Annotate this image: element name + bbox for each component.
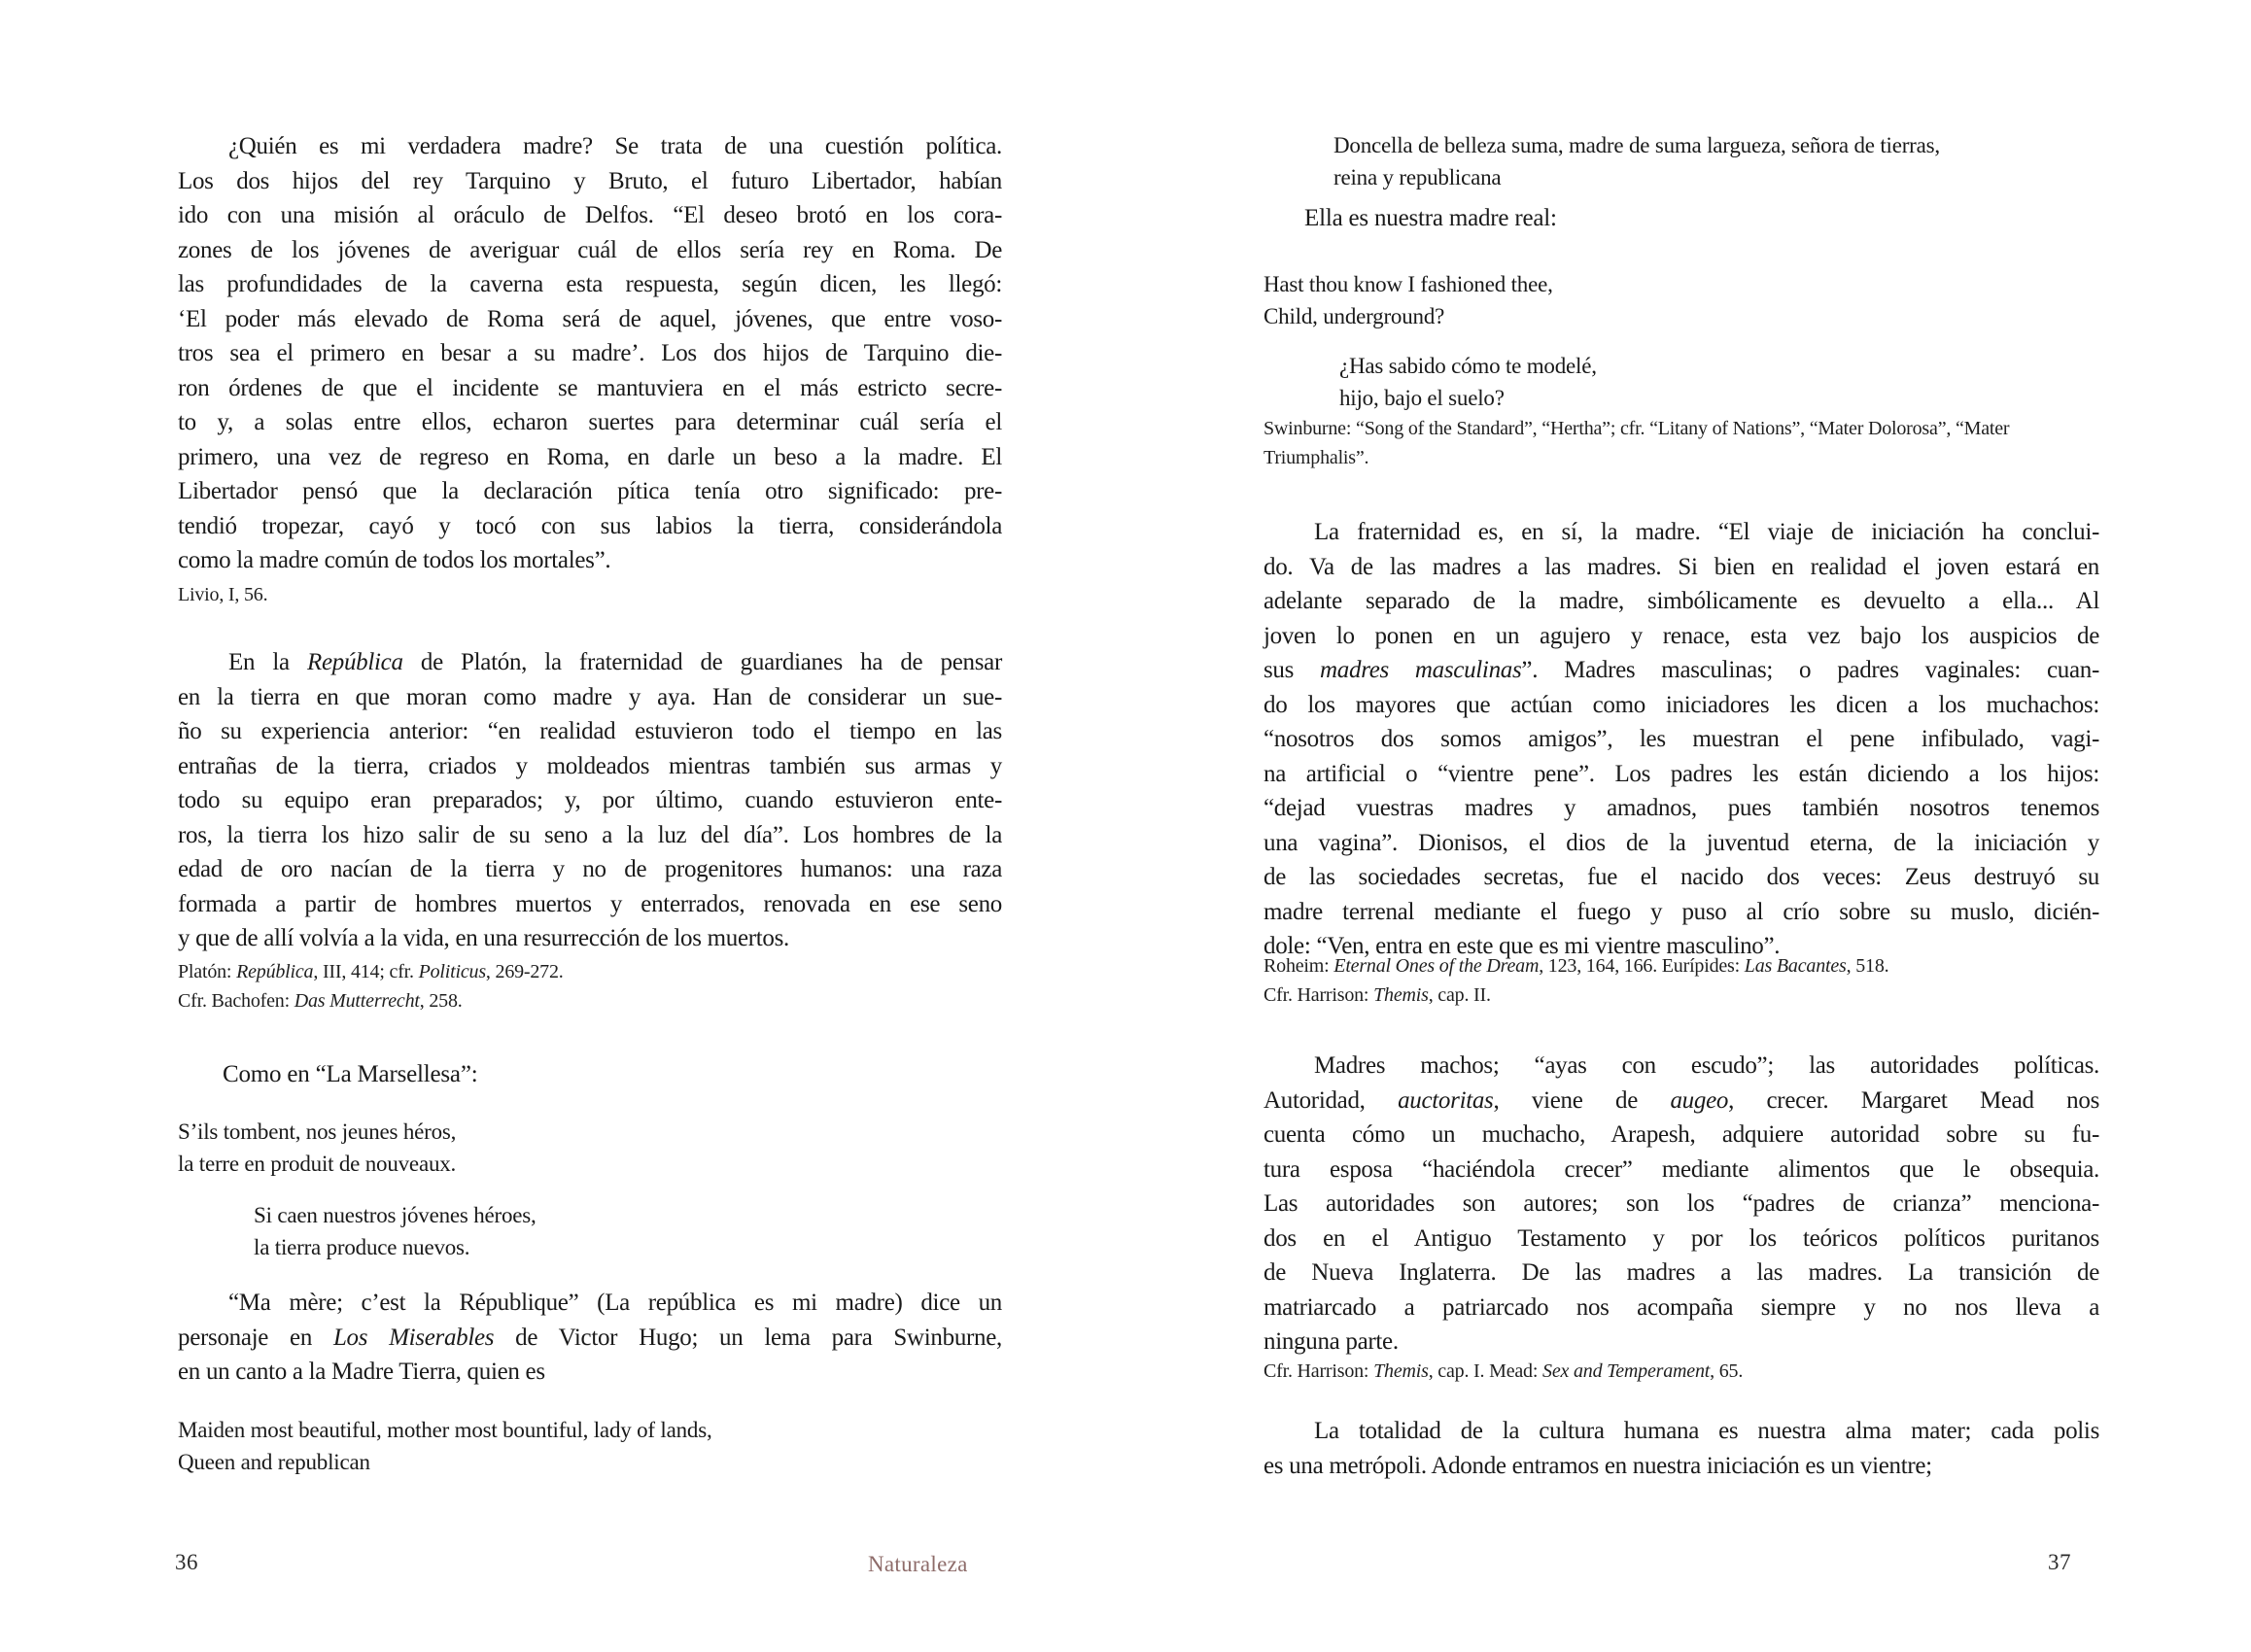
text-line: La fraternidad es, en sí, la madre. “El viaje de iniciación ha conclui- (1314, 519, 2099, 545)
text-line: sus madres masculinas”. Madres masculinas; o padres vaginales: cuan- (1264, 657, 2099, 683)
text-line: adelante separado de la madre, simbólicamente es devuelto a ella... Al (1264, 588, 2099, 614)
paragraph (178, 129, 1002, 578)
paragraph (1264, 1414, 2099, 1483)
text-line: Queen and republican (178, 1450, 370, 1474)
verse-french (178, 1116, 1002, 1180)
text-line: Swinburne: “Song of the Standard”, “Hertha”; cfr. “Litany of Nations”, “Mater Dolorosa”, “Mater (1264, 418, 2010, 439)
text-line: reina y republicana (1333, 165, 1502, 189)
quote-doncella (1264, 129, 2169, 193)
citation (178, 580, 1002, 609)
text-line: Libertador pensó que la declaración pítica tenía otro significado: pre- (178, 478, 1002, 504)
text-line: matriarcado a patriarcado nos acompaña siempre y no nos lleva a (1264, 1293, 2099, 1321)
text-line: Doncella de belleza suma, madre de suma largueza, señora de tierras, (1333, 133, 1940, 157)
text-line: ido con una misión al oráculo de Delfos. “El deseo brotó en los cora- (178, 202, 1002, 228)
text-line: ron órdenes de que el incidente se mantuviera en el más estricto secre- (178, 374, 1002, 401)
text-line: ño su experiencia anterior: “en realidad estuvieron todo el tiempo en las (178, 718, 1002, 744)
text-line: formada a partir de hombres muertos y enterrados, renovada en ese seno (178, 890, 1002, 917)
text-line: personaje en Los Miserables de Victor Hugo; un lema para Swinburne, (178, 1324, 1003, 1351)
text-line: dole: “Ven, entra en este que es mi vientre masculino”. (1264, 933, 1781, 959)
text-line: hijo, bajo el suelo? (1339, 386, 1505, 410)
text-line: Como en “La Marsellesa”: (223, 1061, 478, 1087)
text-line: joven lo ponen en un agujero y renace, esta vez bajo los auspicios de (1264, 622, 2099, 649)
text-line: madre terrenal mediante el fuego y puso al crío sobre su muslo, dicién- (1264, 898, 2099, 925)
text-line: todo su equipo eran preparados; y, por último, cuando estuvieron ente- (178, 787, 1002, 813)
text-line: la tierra produce nuevos. (254, 1235, 470, 1259)
text-line: ¿Has sabido cómo te modelé, (1339, 354, 1597, 378)
text-line: edad de oro nacían de la tierra y no de progenitores humanos: una raza (178, 856, 1002, 882)
text-line: na artificial o “vientre pene”. Los padres les están diciendo a los hijos: (1264, 760, 2099, 787)
text-line: entrañas de la tierra, criados y moldeados mientras también sus armas y (178, 752, 1002, 779)
paragraph (1264, 1049, 2099, 1359)
text-line: ‘El poder más elevado de Roma será de aquel, jóvenes, que entre voso- (178, 305, 1002, 332)
text-line: una vagina”. Dionisos, el dios de la juventud eterna, de la iniciación y (1264, 829, 2099, 856)
text-line: do. Va de las madres a las madres. Si bien en realidad el joven estará en (1264, 553, 2099, 580)
text-line: y que de allí volvía a la vida, en una resurrección de los muertos. (178, 925, 789, 951)
text-line: Las autoridades son autores; son los “padres de crianza” menciona- (1264, 1190, 2099, 1217)
paragraph (1264, 515, 2099, 964)
text-line: S’ils tombent, nos jeunes héros, (178, 1119, 457, 1144)
page-number-left: 36 (175, 1550, 198, 1574)
text-line: “dejad vuestras madres y amadnos, pues también nosotros tenemos (1264, 795, 2099, 821)
text-line: dos en el Antiguo Testamento y por los teóricos políticos puritanos (1264, 1224, 2099, 1252)
verse-french-translation (178, 1199, 1078, 1263)
text-line: Autoridad, auctoritas, viene de augeo, crecer. Margaret Mead nos (1264, 1086, 2100, 1114)
text-line: ninguna parte. (1264, 1328, 1399, 1355)
left-page (178, 0, 1002, 1652)
quote-ella (1264, 201, 2140, 235)
text-line: de las sociedades secretas, fue el nacido dos veces: Zeus destruyó su (1264, 864, 2099, 890)
text-line: Hast thou know I fashioned thee, (1264, 272, 1553, 296)
text-line: tura esposa “haciéndola crecer” mediante alimentos que le obsequia. (1264, 1155, 2099, 1183)
verse-spanish-translation (1264, 350, 2175, 414)
text-line: Triumphalis”. (1264, 447, 1369, 468)
text-line: las profundidades de la caverna esta respuesta, según dicen, les llegó: (178, 271, 1002, 297)
citation (178, 957, 1002, 1015)
text-line: Ella es nuestra madre real: (1304, 205, 1557, 231)
text-line: Maiden most beautiful, mother most bountiful, lady of lands, (178, 1418, 712, 1442)
text-line: ¿Quién es mi verdadera madre? Se trata de una cuestión política. (228, 133, 1002, 159)
text-line: En la República de Platón, la fraternidad de guardianes ha de pensar (228, 649, 1002, 675)
text-line: Livio, I, 56. (178, 584, 268, 605)
citation (1264, 1357, 2099, 1386)
text-line: tendió tropezar, cayó y tocó con sus labios la tierra, considerándola (178, 512, 1002, 539)
text-line: Platón: República, III, 414; cfr. Politicus, 269-272. (178, 961, 564, 982)
citation (1264, 951, 2099, 1010)
paragraph (178, 645, 1002, 956)
text-line: la terre en produit de nouveaux. (178, 1152, 457, 1176)
text-line: La totalidad de la cultura humana es nuestra alma mater; cada polis (1314, 1418, 2099, 1444)
text-line: Roheim: Eternal Ones of the Dream, 123, 164, 166. Eurípides: Las Bacantes, 518. (1264, 955, 1889, 977)
text-line: de Nueva Inglaterra. De las madres a las madres. La transición de (1264, 1259, 2099, 1286)
text-line: en un canto a la Madre Tierra, quien es (178, 1359, 545, 1385)
text-line: Los dos hijos del rey Tarquino y Bruto, el futuro Libertador, habían (178, 167, 1002, 194)
text-line: primero, una vez de regreso en Roma, en darle un beso a la madre. El (178, 443, 1002, 470)
text-line: como la madre común de todos los mortales”. (178, 547, 611, 573)
text-line: tros sea el primero en besar a su madre’. Los dos hijos de Tarquino die- (178, 340, 1002, 366)
text-line: “nosotros dos somos amigos”, les muestran el pene infibulado, vagi- (1264, 726, 2099, 752)
text-line: Si caen nuestros jóvenes héroes, (254, 1203, 537, 1227)
text-line: do los mayores que actúan como iniciadores les dicen a los muchachos: (1264, 691, 2099, 718)
page-number-right: 37 (2048, 1550, 2071, 1574)
text-line: Cfr. Bachofen: Das Mutterrecht, 258. (178, 990, 463, 1012)
text-line: Cfr. Harrison: Themis, cap. II. (1264, 984, 1491, 1006)
text-line: Madres machos; “ayas con escudo”; las autoridades políticas. (1314, 1052, 2099, 1079)
text-line: “Ma mère; c’est la République” (La república es mi madre) dice un (228, 1290, 1002, 1316)
running-footer-chapter-title: Naturaleza (868, 1552, 968, 1576)
paragraph (178, 1286, 1002, 1390)
right-page (1264, 0, 2099, 1652)
citation (1264, 414, 2099, 472)
text-line: ros, la tierra los hizo salir de su seno a la luz del día”. Los hombres de la (178, 821, 1002, 848)
text-line: Child, underground? (1264, 304, 1445, 328)
quote-intro (178, 1057, 1047, 1091)
text-line: zones de los jóvenes de averiguar cuál de ellos sería rey en Roma. De (178, 236, 1002, 263)
text-line: en la tierra en que moran como madre y aya. Han de considerar un sue- (178, 683, 1002, 710)
text-line: cuenta cómo un muchacho, Arapesh, adquiere autoridad sobre su fu- (1264, 1121, 2099, 1148)
verse-english (178, 1414, 1002, 1478)
text-line: Cfr. Harrison: Themis, cap. I. Mead: Sex and Temperament, 65. (1264, 1360, 1744, 1382)
text-line: es una metrópoli. Adonde entramos en nuestra iniciación es un vientre; (1264, 1452, 1932, 1479)
text-line: to y, a solas entre ellos, echaron suertes para determinar cuál sería el (178, 409, 1002, 435)
verse-english (1264, 268, 2099, 332)
